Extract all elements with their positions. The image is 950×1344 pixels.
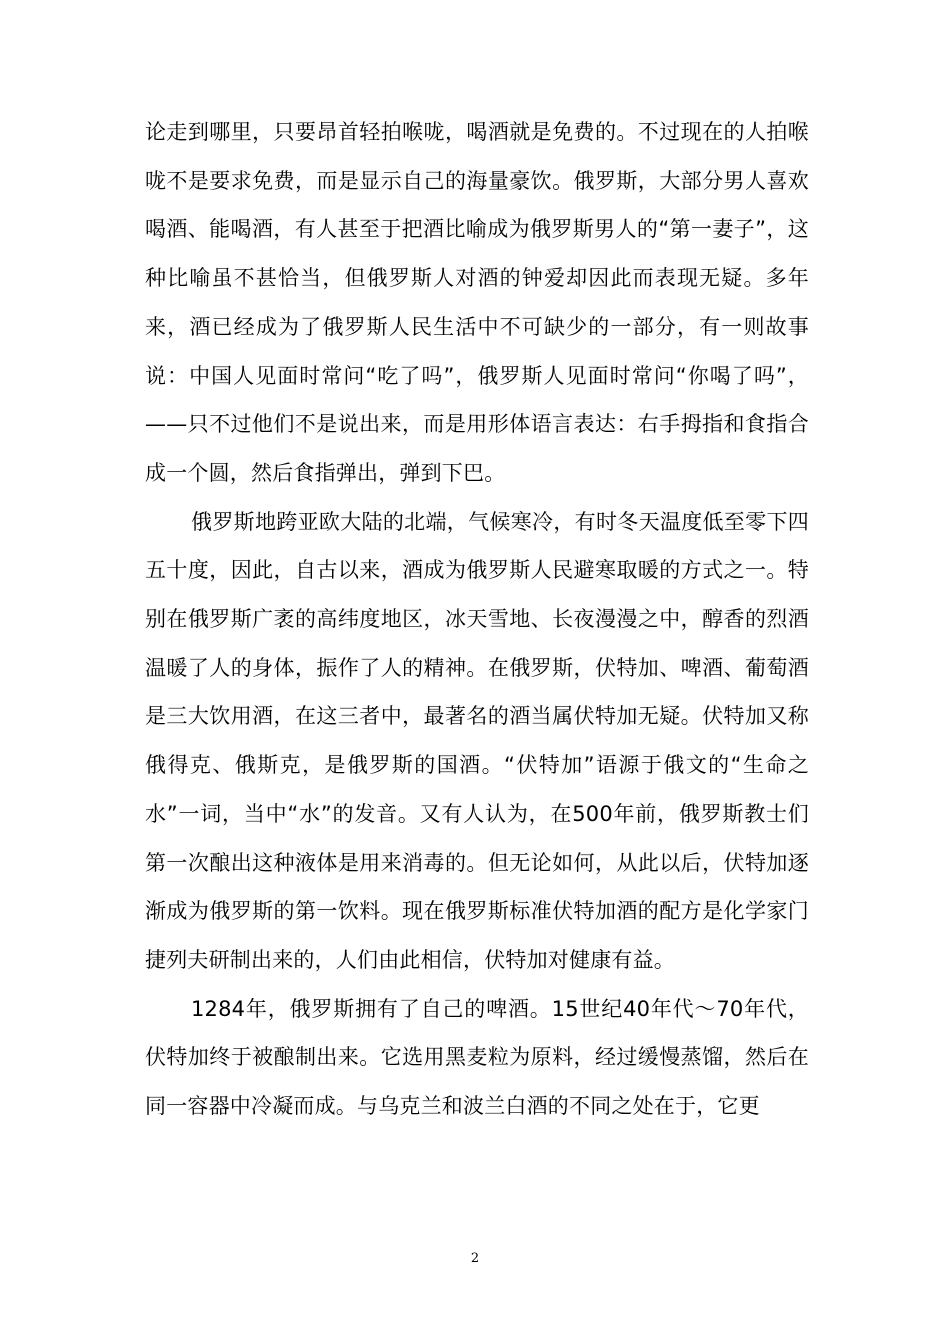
body-text — [145, 108, 809, 1131]
paragraph-3: 1284年，俄罗斯拥有了自己的啤酒。15世纪40年代～70年代，伏特加终于被酿制出来。它选用黑麦粒为原料，经过缓慢蒸馏，然后在同一容器中冷凝而成。与乌克兰和波兰白酒的不同之处在于，它更 — [145, 996, 809, 1119]
paragraph-1: 论走到哪里，只要昂首轻拍喉咙，喝酒就是免费的。不过现在的人拍喉咙不是要求免费，而是显示自己的海量豪饮。俄罗斯，大部分男人喜欢喝酒、能喝酒，有人甚至于把酒比喻成为俄罗斯男人的“第一妻子”，这种比喻虽不甚恰当，但俄罗斯人对酒的钟爱却因此而表现无疑。多年来，酒已经成为了俄罗斯人民生活中不可缺少的一部分，有一则故事说：中国人见面时常问“吃了吗”，俄罗斯人见面时常问“你喝了吗”，——只不过他们不是说出来，而是用形体语言表达：右手拇指和食指合成一个圆，然后食指弹出，弹到下巴。 — [145, 120, 809, 485]
paragraph-2: 俄罗斯地跨亚欧大陆的北端，气候寒冷，有时冬天温度低至零下四五十度，因此，自古以来，酒成为俄罗斯人民避寒取暖的方式之一。特别在俄罗斯广袤的高纬度地区，冰天雪地、长夜漫漫之中，醇香的烈酒温暖了人的身体，振作了人的精神。在俄罗斯，伏特加、啤酒、葡萄酒是三大饮用酒，在这三者中，最著名的酒当属伏特加无疑。伏特加又称俄得克、俄斯克，是俄罗斯的国酒。“伏特加”语源于俄文的“生命之水”一词，当中“水”的发音。又有人认为，在500年前，俄罗斯教士们第一次酿出这种液体是用来消毒的。但无论如何，从此以后，伏特加逐渐成为俄罗斯的第一饮料。现在俄罗斯标准伏特加酒的配方是化学家门捷列夫研制出来的，人们由此相信，伏特加对健康有益。 — [145, 509, 809, 972]
page-number: 2 — [470, 1251, 480, 1266]
